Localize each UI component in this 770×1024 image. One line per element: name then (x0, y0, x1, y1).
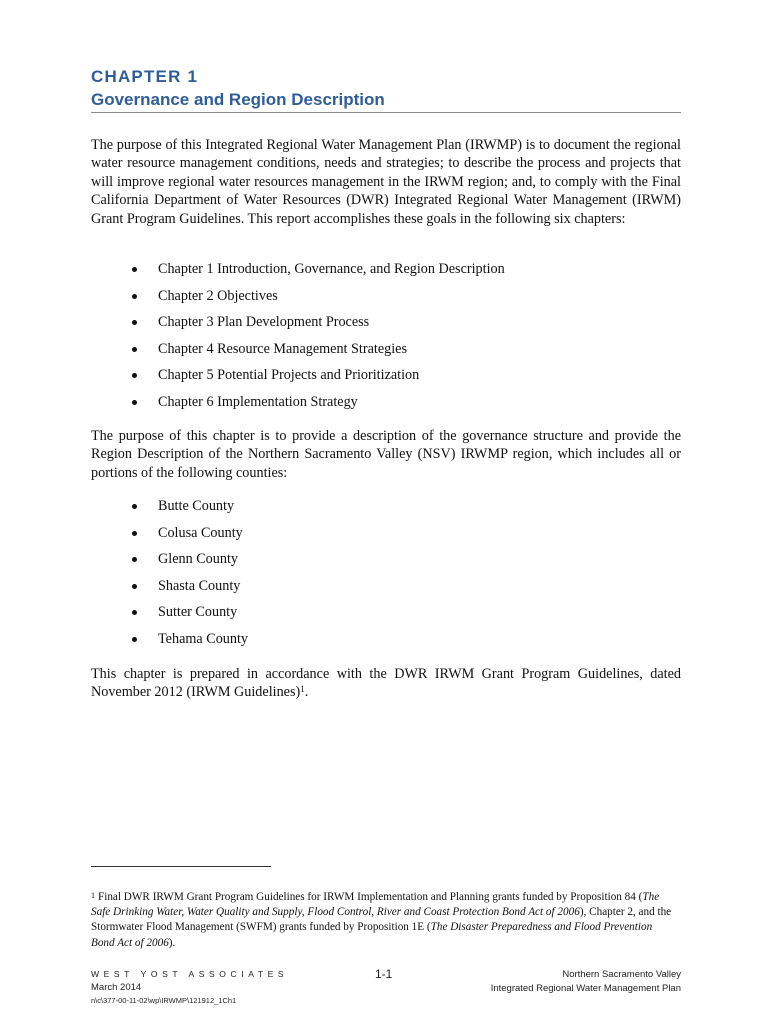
list-item-text: Sutter County (158, 604, 238, 621)
list-item (130, 603, 248, 630)
bullet-icon (132, 637, 137, 642)
bullet-icon (132, 531, 137, 536)
page-number: 1-1 (375, 967, 393, 981)
list-item-text: Chapter 1 Introduction, Governance, and Region Description (158, 261, 505, 277)
list-item-text: Chapter 5 Potential Projects and Prioritization (158, 367, 420, 384)
footer-plan-title: Integrated Regional Water Management Plan (490, 983, 681, 994)
list-item-text: Chapter 3 Plan Development Process (158, 314, 370, 331)
footnote-divider (91, 866, 271, 867)
list-item (130, 340, 505, 367)
bullet-icon (132, 610, 137, 615)
footnote-act-title-a: The Safe Drinking Water, Water Quality and Supply, Flood Control, River and Coast Protection Bond Act of 2006 (91, 891, 660, 919)
bullet-icon (132, 584, 137, 589)
counties-list (130, 497, 248, 657)
footnote-text-b: ), Chapter 2, and the Stormwater Flood Management (SWFM) grants funded by Proposition 1E ( (91, 906, 672, 934)
purpose-paragraph: The purpose of this chapter is to provide a description of the governance structure and provide the Region Description of the Northern Sacramento Valley (NSV) IRWMP region, which includes all or portions of the following counties: (91, 428, 681, 481)
footer-plan-region: Northern Sacramento Valley (562, 969, 681, 980)
list-item (130, 577, 248, 604)
bullet-icon (132, 400, 137, 405)
list-item (130, 393, 505, 420)
list-item (130, 630, 248, 657)
footnote (91, 890, 676, 951)
list-item-text: Chapter 2 Objectives (158, 287, 278, 304)
bullet-icon (132, 373, 137, 378)
footer-firm-name: WEST YOST ASSOCIATES (91, 969, 289, 979)
list-item-text: Shasta County (158, 577, 241, 594)
chapter-title: Governance and Region Description (91, 90, 385, 109)
list-item-text: Glenn County (158, 551, 238, 568)
footnote-text-c: ). (168, 936, 176, 949)
footer-file-path: n\c\377-00-11-02\wp\IRWMP\121912_1Ch1 (91, 996, 237, 1005)
bullet-icon (132, 320, 137, 325)
footer-date: March 2014 (91, 982, 142, 993)
bullet-icon (132, 557, 137, 562)
chapter-label: CHAPTER 1 (91, 67, 199, 86)
footnote-act-title-b: The Disaster Preparedness and Flood Prevention Bond Act of 2006 (91, 921, 653, 949)
closing-paragraph (91, 665, 681, 702)
footnote-reference[interactable]: 1 (300, 684, 305, 695)
closing-text: This chapter is prepared in accordance with the DWR IRWM Grant Program Guidelines, dated November 2012 (IRWM Guidelines) (91, 666, 681, 701)
list-item (130, 497, 248, 524)
list-item-text: Butte County (158, 498, 235, 514)
intro-paragraph: The purpose of this Integrated Regional Water Management Plan (IRWMP) is to document the regional water resource management conditions, needs and strategies; to describe the process and projects that will improve regional water resources management in the IRWM region; and, to comply with the Final California Department of Water Resources (DWR) Integrated Regional Water Management (IRWM) Grant Program Guidelines. This report accomplishes these goals in the following six chapters: (91, 137, 681, 227)
list-item (130, 550, 248, 577)
footnote-text-a: Final DWR IRWM Grant Program Guidelines for IRWM Implementation and Planning grants funded by Proposition 84 ( (98, 891, 643, 903)
list-item (130, 287, 505, 314)
footnote-number: 1 (91, 891, 95, 900)
title-divider (91, 112, 681, 113)
list-item (130, 313, 505, 340)
list-item (130, 366, 505, 393)
bullet-icon (132, 294, 137, 299)
list-item-text: Chapter 4 Resource Management Strategies (158, 340, 407, 357)
chapters-list (130, 260, 505, 420)
bullet-icon (132, 347, 137, 352)
closing-period: . (304, 684, 309, 701)
list-item (130, 260, 505, 287)
list-item-text: Tehama County (158, 630, 249, 647)
list-item-text: Colusa County (158, 524, 243, 541)
list-item (130, 524, 248, 551)
bullet-icon (132, 504, 137, 509)
bullet-icon (132, 267, 137, 272)
list-item-text: Chapter 6 Implementation Strategy (158, 393, 358, 410)
